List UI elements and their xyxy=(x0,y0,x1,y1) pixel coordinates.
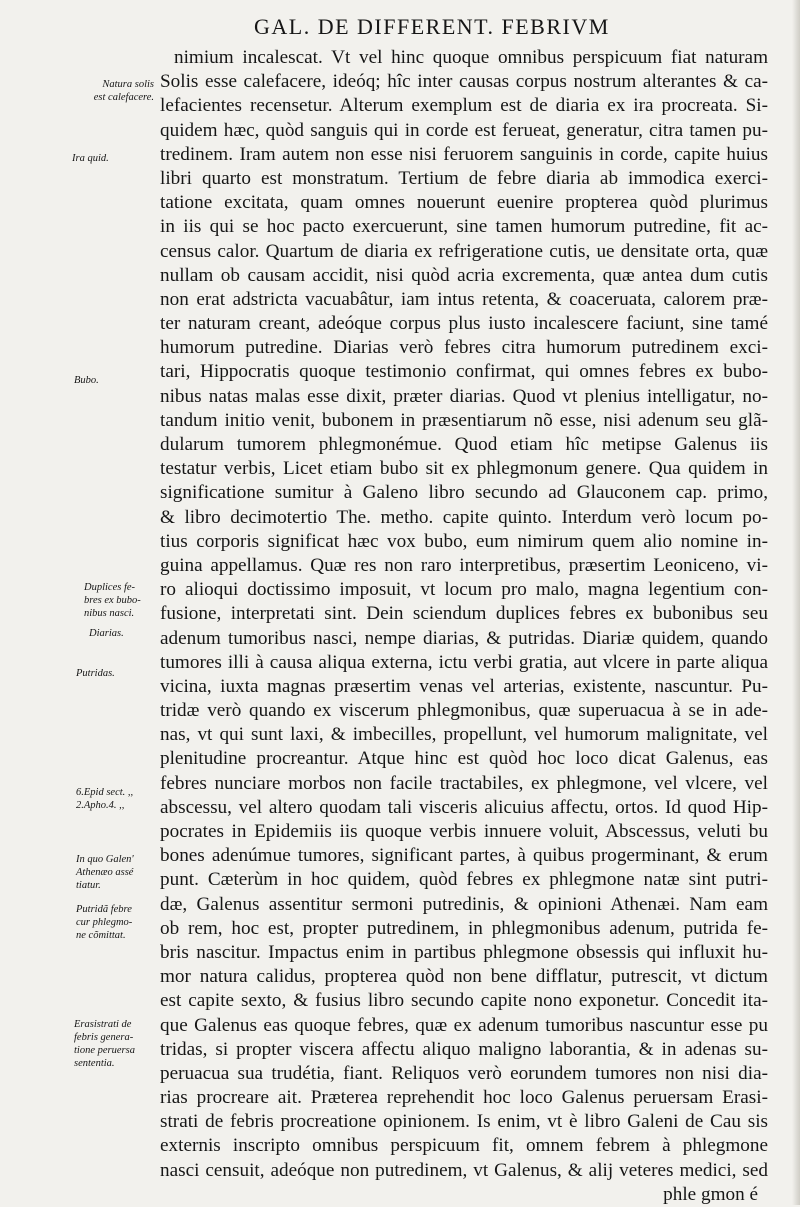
text-line: nullam ob causam accidit, nisi quòd acria excrementa, quæ antea dum cutis xyxy=(160,264,768,286)
text-line: Solis esse calefacere, ideóq; hîc inter causas corpus nostrum alterantes & ca- xyxy=(160,71,768,93)
text-line: rias procreare ait. Præterea reprehendit hoc loco Galenus peruersam Erasi- xyxy=(160,1087,768,1109)
margin-note-ira: Ira quid. xyxy=(72,153,109,164)
text-line: in iis qui se hoc pacto exercuerunt, sine tamen humorum putredine, fit ac- xyxy=(160,216,768,238)
margin-note-epidemics-ref: 6.Epid sect. ,, 2.Apho.4. ,, xyxy=(76,787,134,811)
margin-note-putrid-fever: Putridã febre cur phlegmo- ne cõmittat. xyxy=(76,904,133,941)
catchword: phle gmon é xyxy=(663,1183,758,1205)
text-line: strati de febris procreatione opinionem. Is enim, vt è libro Galeni de Cau sis xyxy=(160,1111,768,1133)
text-line: adenum tumoribus nasci, nempe diarias, & putridas. Diariæ quidem, quando xyxy=(160,627,768,649)
text-line: libri quarto est monstratum. Tertium de febre diaria ab immodica exerci- xyxy=(160,167,768,189)
text-line: dularum tumorem phlegmonémue. Quod etiam hîc metipse Galenus iis xyxy=(160,434,768,455)
text-line: tius corporis significat hæc vox bubo, eum nimirum quem alio nomine in- xyxy=(160,530,768,552)
text-line: nas, vt qui sunt laxi, & imbecilles, propellunt, vel humorum malignitate, vel xyxy=(160,724,768,746)
text-line: testatur verbis, Licet etiam bubo sit ex phlegmonum genere. Qua quidem in xyxy=(160,458,768,480)
text-line: quidem hæc, quòd sanguis qui in corde est ferueat, generatur, citra tamen pu- xyxy=(160,119,768,141)
main-text-column xyxy=(160,46,768,1207)
text-line: que Galenus eas quoque febres, quæ ex adenum tumoribus nascuntur esse pu xyxy=(160,1014,768,1036)
text-line: tatione excitata, quam omnes nouerunt euenire propterea quòd plurimus xyxy=(160,192,768,214)
text-line: significatione sumitur à Galeno libro secundo ad Glauconem cap. primo, xyxy=(160,482,768,504)
text-line: tumores illi à causa aliqua externa, ictu verbi gratia, aut vlcere in parte aliqua xyxy=(160,651,768,673)
text-line: nimium incalescat. Vt vel hinc quoque omnibus perspicuum fiat naturam xyxy=(174,47,768,68)
margin-note-bubo: Bubo. xyxy=(74,375,99,386)
text-line: humorum putredine. Diarias verò febres citra humorum putredinem exci- xyxy=(160,337,768,359)
page-edge-shadow xyxy=(792,0,800,1205)
text-line: nibus natas malas esse dixit, præter diarias. Quod vt plenius intelligatur, no- xyxy=(160,385,768,407)
text-line: ob rem, hoc est, propter putredinem, in phlegmonibus adenum, putrida fe- xyxy=(160,917,768,939)
text-line: ro alioqui doctissimo imposuit, vt locum pro malo, magna legentium con- xyxy=(160,579,768,601)
text-line: tari, Hippocratis quoque testimonio confirmat, qui omnes febres ex bubo- xyxy=(160,361,768,383)
text-line: peruacua sua trudétia, fiant. Reliquos verò eorundem tumores non nisi dia- xyxy=(160,1062,768,1084)
text-line: dæ, Galenus assentitur sermoni putredinis, & opinioni Athenæi. Nam eam xyxy=(160,893,768,915)
text-line: nasci censuit, adeóque non putredinem, vt Galenus, & alij veteres medici, sed xyxy=(160,1159,768,1181)
text-line: est capite sexto, & fusius libro secundo capite nono exponetur. Concedit ita- xyxy=(160,990,768,1012)
text-line: pocrates in Epidemiis iis quoque verbis innuere voluit, Abscessus, veluti bu xyxy=(160,821,768,842)
margin-note-diarias: Diarias. xyxy=(89,628,124,639)
text-line: plenitudine procreantur. Atque hinc est quòd hoc loco dicat Galenus, eas xyxy=(160,748,768,770)
margin-note-galen-athenaeus: In quo Galen' Athenæo assé tiatur. xyxy=(76,854,134,891)
text-line: punt. Cæterùm in hoc quidem, quòd febres ex phlegmone natæ sint putri- xyxy=(160,869,768,891)
text-line: non erat adstricta vacuabâtur, iam intus retenta, & coaceruata, calorem præ- xyxy=(160,288,768,310)
text-line: lefacientes recensetur. Alterum exemplum est de diaria ex ira procreata. Si- xyxy=(160,95,768,117)
text-line: febres nunciare morbos non facile tractabiles, ex phlegmone, vel vlcere, vel xyxy=(160,772,768,794)
text-line: mor natura calidus, propterea quòd non bene difflatur, putrescit, vt dictum xyxy=(160,966,768,988)
text-line: bris nascitur. Impactus enim in partibus phlegmone obsessis qui influxit hu- xyxy=(160,941,768,963)
text-line: tredinem. Iram autem non esse nisi feruorem sanguinis in corde, capite huius xyxy=(160,143,768,165)
text-line: vicina, iuxta magnas præsertim venas vel arterias, existente, nascuntur. Pu- xyxy=(160,675,768,697)
text-line: externis inscripto omnibus perspicuum fit, omnem febrem à phlegmone xyxy=(160,1135,768,1157)
text-line: ter naturam creant, adeóque corpus plus iusto incalescere faciunt, sine tamé xyxy=(160,313,768,335)
margin-note-erasistratus: Erasistrati de febris genera- tione peruersa sententia. xyxy=(74,1019,135,1069)
text-line: tandum initio venit, bubonem in præsentiarum nõ esse, nisi adenum seu glã- xyxy=(160,409,768,431)
text-line: census calor. Quartum de diaria ex refrigeratione cutis, ue densitate orta, quæ xyxy=(160,240,768,262)
text-line: abscessu, vel altero quodam tali visceris alicuius affectu, ortos. Id quod Hip- xyxy=(160,796,768,818)
text-line: & libro decimotertio The. metho. capite quinto. Interdum verò locum po- xyxy=(160,506,768,528)
margin-note-putridas: Putridas. xyxy=(76,668,115,679)
page-header xyxy=(0,14,800,44)
margin-note-duplices: Duplices fe- bres ex bubo- nibus nasci. xyxy=(84,582,141,619)
margin-note-sun: Natura solis est calefacere. xyxy=(93,79,154,103)
text-line: tridas, si propter viscera affectu aliquo maligno laborantia, & in adenas su- xyxy=(160,1038,768,1060)
text-line: guina appellamus. Quæ res non raro interpretibus, præsertim Leoniceno, vi- xyxy=(160,554,768,576)
text-line: tridæ verò quando ex viscerum phlegmonibus, quæ superuacua à se in ade- xyxy=(160,700,768,722)
text-line: fusione, interpretati sint. Dein sciendum duplices febres ex bubonibus seu xyxy=(160,603,768,625)
running-head: GAL. DE DIFFERENT. FEBRIVM xyxy=(254,14,610,39)
text-line: bones adenúmue tumores, significant partes, à quibus progerminant, & erum xyxy=(160,845,768,867)
